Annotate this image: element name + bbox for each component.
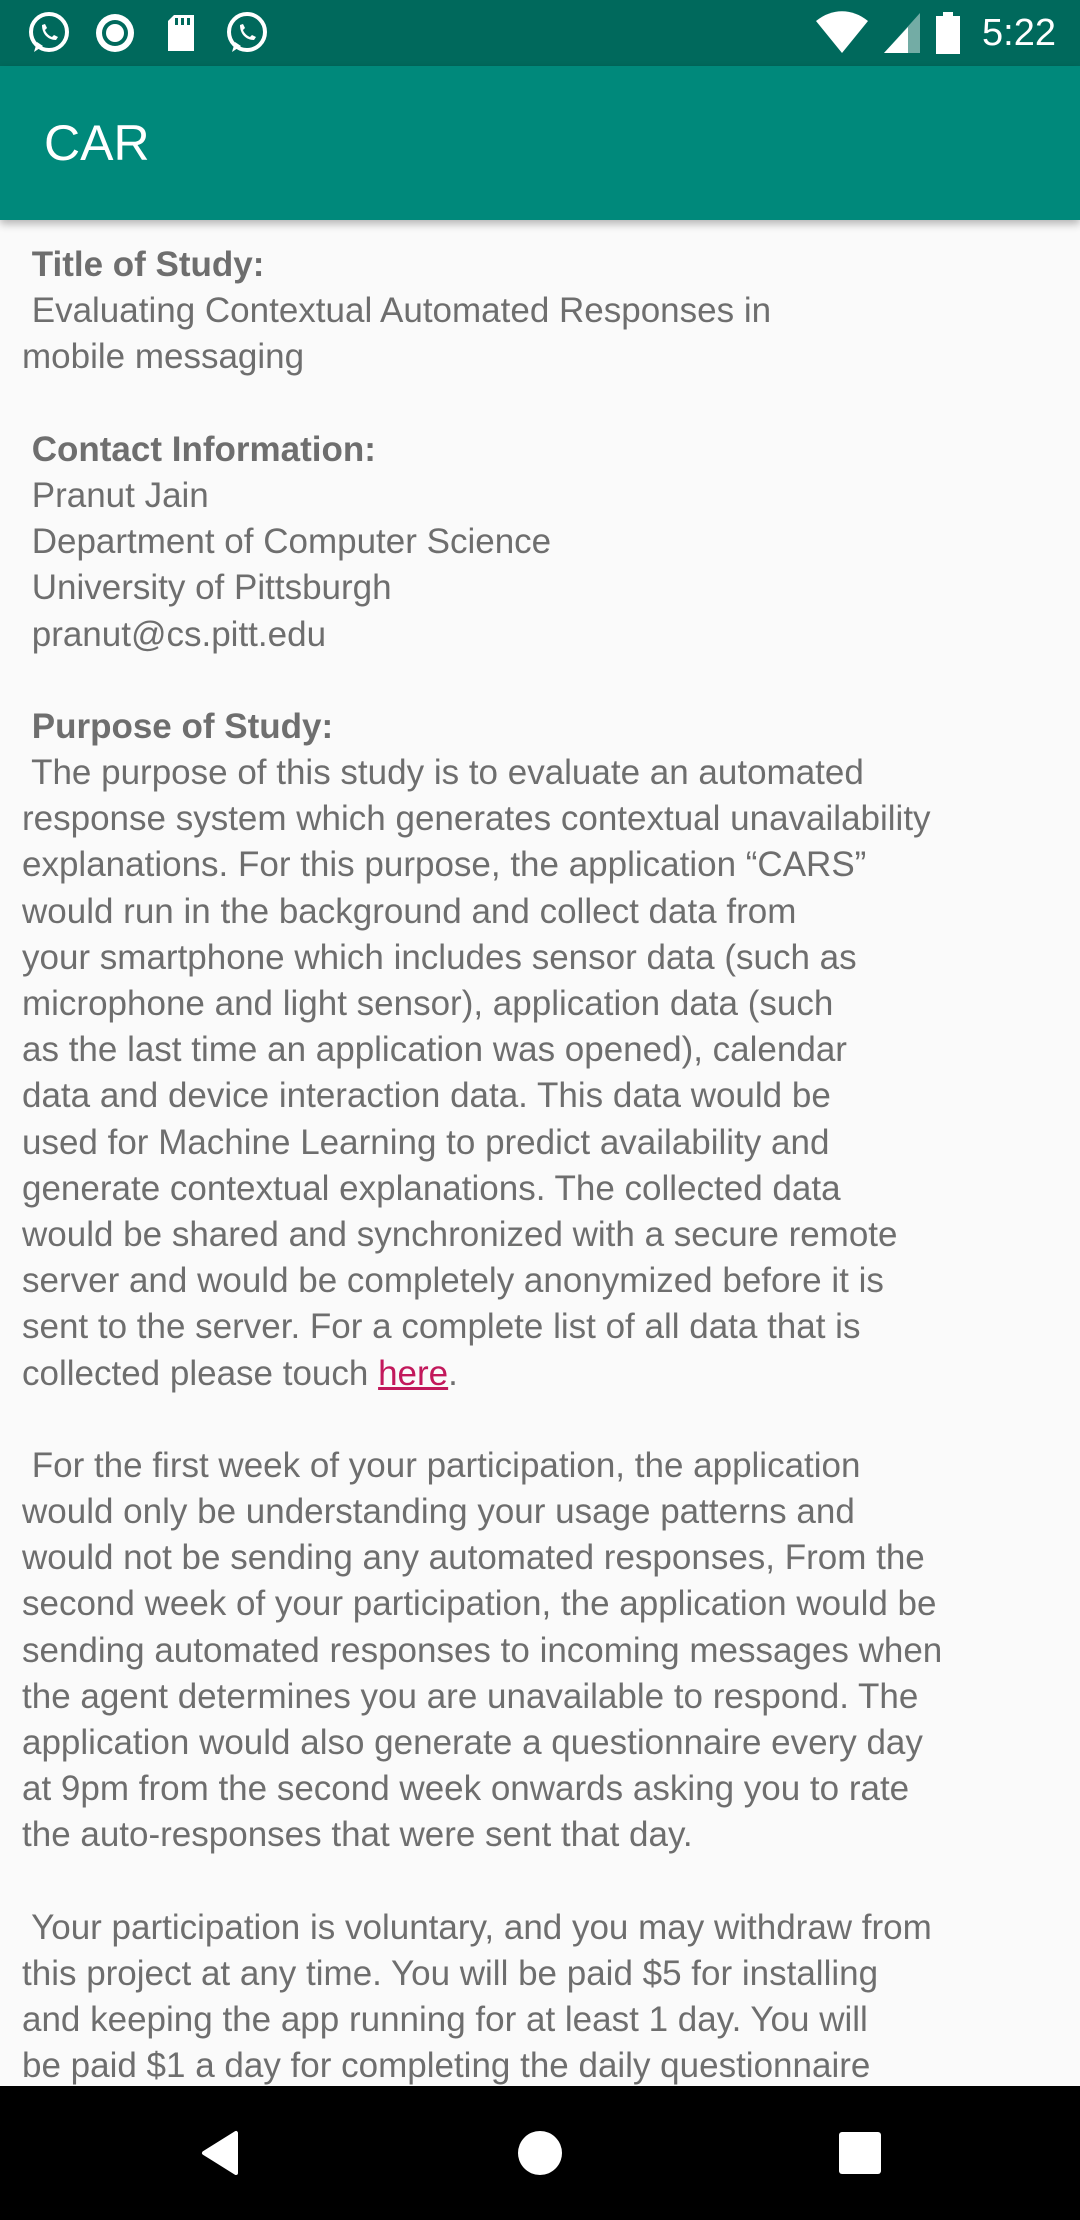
consent-text <box>22 242 1062 2086</box>
text-line: would be shared and synchronized with a secure remote <box>22 1214 898 1254</box>
text-line: response system which generates contextual unavailability <box>22 799 931 839</box>
blank-line <box>22 658 1062 704</box>
text-line: be paid $1 a day for completing the daily questionnaire <box>22 2046 871 2086</box>
notification-icons <box>24 8 272 58</box>
contact-department: Department of Computer Science <box>22 522 552 562</box>
text-line <box>22 1351 1062 1397</box>
consent-scroll-view[interactable] <box>0 220 1080 2086</box>
blank-line <box>22 381 1062 427</box>
text-line: at 9pm from the second week onwards asking you to rate <box>22 1769 910 1809</box>
whatsapp-icon <box>24 8 74 58</box>
purpose-of-study-heading: Purpose of Study: <box>31 706 334 746</box>
sd-card-icon <box>156 8 206 58</box>
app-title: CAR <box>44 115 150 171</box>
recents-icon[interactable] <box>830 2123 890 2183</box>
data-list-link[interactable]: here <box>378 1353 449 1393</box>
record-icon <box>90 8 140 58</box>
contact-name: Pranut Jain <box>22 475 209 515</box>
blank-line <box>22 1859 1062 1905</box>
status-bar <box>0 0 1080 66</box>
text-line: mobile messaging <box>22 337 305 377</box>
text-line: your smartphone which includes sensor data (such as <box>22 937 857 977</box>
back-icon[interactable] <box>190 2123 250 2183</box>
text-line: used for Machine Learning to predict availability and <box>22 1122 830 1162</box>
blank-line <box>22 1397 1062 1443</box>
wifi-icon <box>814 11 870 55</box>
navigation-bar <box>0 2086 1080 2220</box>
system-status <box>814 8 1056 58</box>
text-line: For the first week of your participation, the application <box>22 1445 861 1485</box>
text-fragment: collected please touch <box>22 1353 379 1393</box>
text-line: second week of your participation, the application would be <box>22 1584 937 1624</box>
title-of-study-heading: Title of Study: <box>31 245 265 284</box>
text-line: this project at any time. You will be paid $5 for installing <box>22 1953 879 1993</box>
text-line: Evaluating Contextual Automated Responses in <box>22 291 772 331</box>
text-line: explanations. For this purpose, the application “CARS” <box>22 845 867 885</box>
cell-signal-icon <box>882 11 922 55</box>
text-line: sending automated responses to incoming messages when <box>22 1630 943 1670</box>
text-line: and keeping the app running for at least 1 day. You will <box>22 2000 868 2040</box>
text-line: data and device interaction data. This data would be <box>22 1076 831 1116</box>
text-line: would only be understanding your usage patterns and <box>22 1492 855 1532</box>
contact-information-heading: Contact Information: <box>31 429 376 469</box>
text-fragment: . <box>448 1353 458 1393</box>
contact-university: University of Pittsburgh <box>22 568 392 608</box>
text-line: The purpose of this study is to evaluate an automated <box>22 753 864 793</box>
text-line: the auto-responses that were sent that day. <box>22 1815 693 1855</box>
home-icon[interactable] <box>510 2123 570 2183</box>
text-line: microphone and light sensor), application data (such <box>22 984 834 1023</box>
clock: 5:22 <box>982 11 1056 54</box>
text-line: would not be sending any automated responses, From the <box>22 1538 925 1578</box>
app-bar <box>0 66 1080 220</box>
text-line: Your participation is voluntary, and you may withdraw from <box>22 1907 932 1947</box>
text-line: would run in the background and collect data from <box>22 891 797 931</box>
text-line: as the last time an application was opened), calendar <box>22 1030 847 1070</box>
text-line: server and would be completely anonymized before it is <box>22 1261 884 1301</box>
battery-icon <box>934 11 962 55</box>
text-line: application would also generate a questionnaire every day <box>22 1723 923 1762</box>
text-line: generate contextual explanations. The collected data <box>22 1168 841 1208</box>
whatsapp-icon <box>222 8 272 58</box>
text-line: sent to the server. For a complete list of all data that is <box>22 1307 861 1347</box>
contact-email: pranut@cs.pitt.edu <box>22 614 327 654</box>
text-line: the agent determines you are unavailable to respond. The <box>22 1676 919 1716</box>
